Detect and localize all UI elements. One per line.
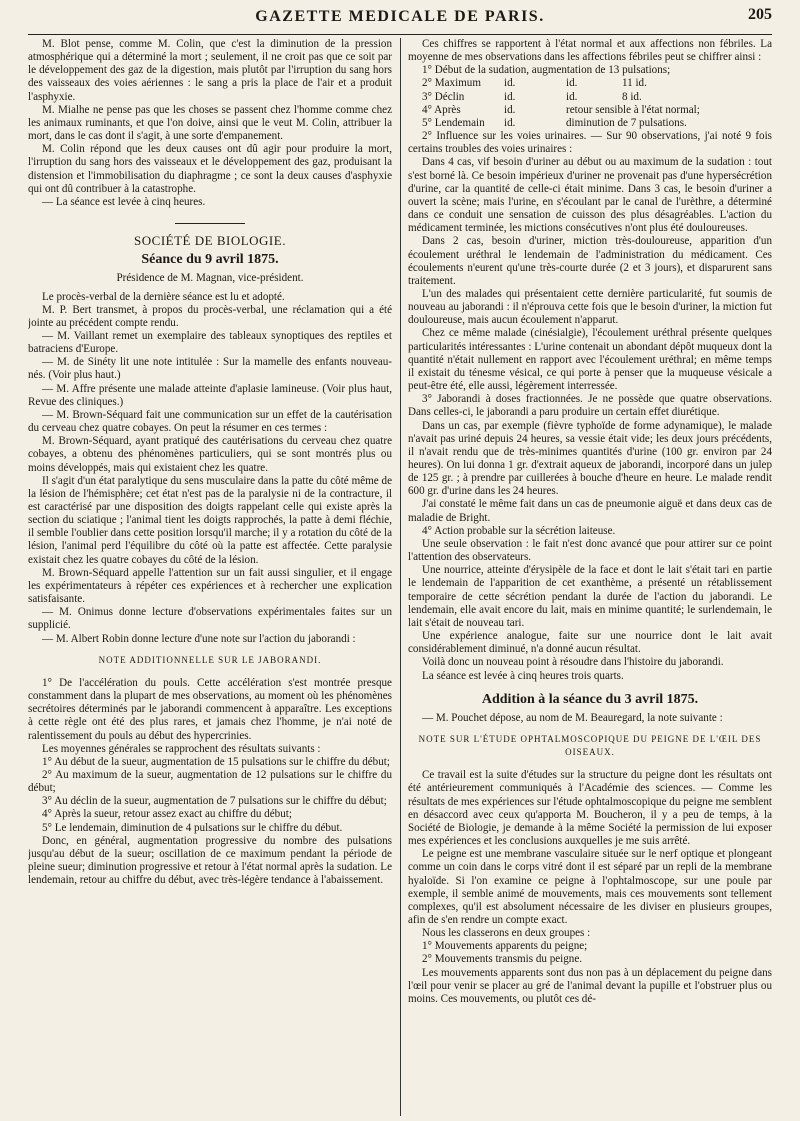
paragraph: — La séance est levée à cinq heures.: [42, 195, 206, 208]
paragraph: Il s'agit d'un état paralytique du sens musculaire dans la patte du côté même de la lésion de l'hémisphère; cet état n'est pas de la paralysie ni de la contracture, il est caractérisé par une disposition des doigts rappelant celle qui existe après la section du sciatique ; l'animal tient les doigts rapprochés, la patte à demi fléchie, il semble l'oublier dans cette position lorsqu'il marche; il y a rotation du côté de la lésion, l'animal perd l'équilibre du côté où la patte est affectée. Cette paralysie existait chez les quatre cobayes du côté de la lésion.: [28, 474, 392, 566]
paragraph: M. P. Bert transmet, à propos du procès-verbal, une réclamation qui a été jointe au précédent compte rendu.: [28, 303, 392, 329]
paragraph: M. Brown-Séquard, ayant pratiqué des cautérisations du cerveau chez quatre cobayes, a obtenu des phénomènes particuliers, qui se sont montrés plus ou moins développés, mais qui existaient chez les quatre.: [28, 435, 392, 474]
paragraph: — M. Affre présente une malade atteinte d'aplasie lamineuse. (Voir plus haut, Revue des cliniques.): [28, 382, 392, 408]
paragraph: Voilà donc un nouveau point à résoudre dans l'histoire du jaborandi.: [422, 656, 724, 669]
page-header: [28, 8, 772, 35]
paragraph: Le procès-verbal de la dernière séance est lu et adopté.: [42, 290, 285, 303]
note-title: NOTE ADDITIONNELLE SUR LE JABORANDI.: [98, 654, 322, 665]
addition-heading: Addition à la séance du 3 avril 1875.: [481, 691, 699, 707]
paragraph: 2° Au maximum de la sueur, augmentation de 12 pulsations sur le chiffre du début;: [28, 768, 392, 795]
paragraph: Chez ce même malade (cinésialgie), l'écoulement uréthral présente quelques particularités intéressantes : L'urine contenait un abondant dépôt muqueux dont la quantité n'était nullement en rapport avec l'écoulement uréthral; en même temps il existait du ténesme vésical, ce qui porte à penser que la muqueuse vésicale a peut-être été, elle aussi, légèrement interressée.: [408, 327, 772, 393]
paragraph: Ce travail est la suite d'études sur la structure du peigne dont les résultats ont été antérieurement communiqués à l'Académie des sciences. — Comme les résultats de mes expériences sur l'étude ophtalmoscopique du peigne me semblent en désaccord avec ceux qu'apporta M. Boucheron, il y a peu de temps, à la Société de Biologie, je demande à la même Société la permission de lui exposer mes expériences et les conclusions auxquelles je me suis arrêté.: [408, 769, 772, 848]
paragraph: L'un des malades qui présentaient cette dernière particularité, fut soumis de nouveau au jaborandi : il n'éprouva cette fois que le besoin d'uriner, la miction fut douloureuse, mais aucun écoulement n'apparut.: [408, 287, 772, 327]
paragraph: M. Colin répond que les deux causes ont dû agir pour produire la mort, l'irruption du sang hors des vaisseaux et le développement des gaz, produisant la distension et l'immobilisation du diaphragme ; ce sont la deux causes d'asphyxie qui ont dû contribuer à la catastrophe.: [28, 143, 392, 195]
paragraph: 1° Mouvements apparents du peigne;: [422, 940, 588, 953]
paragraph: Dans 4 cas, vif besoin d'uriner au début ou au maximum de la sudation : tout s'est borné là. Ce besoin impérieux d'uriner ne provenait pas d'une hypersécrétion d'urine, car la quantité de celle-ci était minime. Dans 3 cas, le besoin d'uriner a ouvert la scène; mais l'urine, en s'écoulant par le canal de l'urèthre, a déterminé dans ce conduit une sensation de cuisson des plus désagréables. L'action du médicament terminée, les mictions consécutives n'ont plus été douloureuses.: [408, 156, 772, 235]
table-row: 4° Après id. retour sensible à l'état normal;: [422, 103, 700, 116]
paragraph: Nous les classerons en deux groupes :: [422, 927, 591, 940]
section-rule: [175, 223, 245, 224]
journal-title: GAZETTE MEDICALE DE PARIS.: [255, 8, 545, 25]
right-column: [408, 38, 772, 1118]
paragraph: — M. Vaillant remet un exemplaire des tableaux synoptiques des reptiles et batraciens d'Europe.: [28, 329, 392, 356]
paragraph: La séance est levée à cinq heures trois quarts.: [422, 669, 624, 682]
paragraph: 5° Le lendemain, diminution de 4 pulsations sur le chiffre du début.: [42, 821, 343, 834]
paragraph: Le peigne est une membrane vasculaire située sur le nerf optique et plongeant comme un coin dans le corps vitré dont il est séparé par un repli de la membrane hyaloïde. Si l'on examine ce peigne à l'ophtalmoscope, sur une poule par exemple, il semble animé de mouvements, mais ces mouvements sont tellement complexes, qu'il est absolument nécessaire de les diviser en plusieurs groupes, afin de s'en rendre un compte exact.: [408, 848, 772, 926]
paragraph: — M. Pouchet dépose, au nom de M. Beauregard, la note suivante :: [422, 711, 723, 724]
table-row: 1° Début de la sudation, augmentation de 13 pulsations;: [422, 64, 671, 77]
note-title: NOTE SUR L'ÉTUDE OPHTALMOSCOPIQUE DU PEIGNE DE L'ŒIL DES OISEAUX.: [418, 733, 762, 758]
presidency-line: Présidence de M. Magnan, vice-président.: [116, 272, 304, 285]
paragraph: 1° De l'accélération du pouls. Cette accélération s'est montrée presque constamment dans la plupart de mes observations, au moment où les phénomènes secrétoires déterminés par le jaborandi commencent à apparaître. Les exceptions à cette règle ont été des plus rares, et jamais chez l'homme, je n'ai noté de ralentissement du pouls au début des hypercrinies.: [28, 676, 392, 742]
paragraph: Une seule observation : le fait n'est donc avancé que pour attirer sur ce point l'attention des observateurs.: [408, 537, 772, 564]
paragraph: Les mouvements apparents sont dus non pas à un déplacement du peigne dans l'œil pour venir se placer au gré de l'animal devant la pupille et l'obstruer plus ou moins. Ces mouvements, ou plutôt ces dé-: [408, 966, 772, 1005]
paragraph: 2° Influence sur les voies urinaires. — Sur 90 observations, j'ai noté 9 fois certains troubles des voies urinaires :: [408, 130, 772, 156]
paragraph: Ces chiffres se rapportent à l'état normal et aux affections non fébriles. La moyenne de mes observations dans les affections fébriles peut se chiffrer ainsi :: [408, 38, 772, 64]
page-number: 205: [748, 6, 772, 23]
paragraph: — M. Brown-Séquard fait une communication sur un effet de la cautérisation du cerveau chez quatre cobayes. On peut la résumer en ces termes :: [28, 408, 392, 435]
table-row: 2° Maximum id. id. 11 id.: [422, 77, 647, 90]
society-heading: SOCIÉTÉ DE BIOLOGIE.: [134, 233, 286, 249]
paragraph: M. Mialhe ne pense pas que les choses se passent chez l'homme comme chez les animaux ruminants, et que l'on doive, ainsi que le veut M. Colin, attribuer la mort, dans le cas dont il s'agit, à une sorte d'empanement.: [28, 103, 392, 143]
paragraph: 1° Au début de la sueur, augmentation de 15 pulsations sur le chiffre du début;: [42, 755, 390, 768]
paragraph: 3° Au déclin de la sueur, augmentation de 7 pulsations sur le chiffre du début;: [42, 795, 387, 808]
paragraph: Donc, en général, augmentation progressive du nombre des pulsations jusqu'au début de la sueur; oscillation de ce maximum pendant la période de pleine sueur; diminution progressive et retour à l'état normal après la sudation. Le lendemain, retour au chiffre du début, avec très-légère tendance à l'abaissement.: [28, 834, 392, 887]
paragraph: 3° Jaborandi à doses fractionnées. Je ne possède que quatre observations. Dans celles-ci, le jaborandi a paru produire un certain effet diurétique.: [408, 393, 772, 419]
paragraph: Dans 2 cas, besoin d'uriner, miction très-douloureuse, apparition d'un écoulement uréthral le lendemain de l'administration du médicament. Ces écoulements n'eurent qu'une très-courte durée (2 et 3 jours), et disparurent sans traitement.: [408, 235, 772, 287]
paragraph: M. Brown-Séquard appelle l'attention sur un fait aussi singulier, et il engage les expérimentateurs à répéter ces expériences et à rechercher une explication satisfaisante.: [28, 566, 392, 606]
paragraph: Dans un cas, par exemple (fièvre typhoïde de forme adynamique), le malade n'avait pas uriné depuis 24 heures, sa vessie était vide; les deux jours précédents, il n'avait rendu que de très-minimes quantités d'urine (100 gr. environ par 24 heures). On lui donna 1 gr. d'extrait aqueux de jaborandi, incorporé dans un julep de 125 gr. ; à prendre par cuillerées à bouche d'heure en heure. Le malade rendit 600 gr. d'urine dans les 24 heures.: [408, 419, 772, 498]
paragraph: — M. Albert Robin donne lecture d'une note sur l'action du jaborandi :: [42, 632, 356, 645]
paragraph: J'ai constaté le même fait dans un cas de pneumonie aiguë et dans deux cas de maladie de Bright.: [408, 498, 772, 524]
paragraph: 2° Mouvements transmis du peigne.: [422, 953, 583, 966]
paragraph: 4° Action probable sur la sécrétion laiteuse.: [422, 524, 616, 537]
paragraph: — M. de Sinéty lit une note intitulée : Sur la mamelle des enfants nouveau-nés. (Voir plus haut.): [28, 356, 392, 382]
left-column: [28, 38, 392, 1118]
paragraph: Les moyennes générales se rapprochent des résultats suivants :: [42, 742, 321, 755]
paragraph: Une nourrice, atteinte d'érysipèle de la face et dont le lait s'était tari en partie le lendemain de l'apparition de cet exanthème, a présenté un rétablissement temporaire de cette sécrétion pendant la durée de l'action du jaborandi. Le lendemain, elle avait encore du lait, mais en minime quantité; le surlendemain, le lait s'était de nouveau tari.: [408, 564, 772, 629]
paragraph: M. Blot pense, comme M. Colin, que c'est la diminution de la pression atmosphérique qui a déterminé la mort ; seulement, il ne croit pas que ce soit par le développement des gaz de la digestion, mais plutôt par l'irruption du sang hors des vaisseaux des voies aériennes : le sang a pris la place de l'air et a produit l'asphyxie.: [28, 38, 392, 103]
paragraph: 4° Après la sueur, retour assez exact au chiffre du début;: [42, 808, 292, 821]
pulse-table: [422, 64, 772, 130]
table-row: 3° Déclin id. id. 8 id.: [422, 90, 642, 103]
table-row: 5° Lendemain id. diminution de 7 pulsations.: [422, 116, 687, 129]
paragraph: Une expérience analogue, faite sur une nourrice dont le lait avait considérablement diminué, n'a donné aucun résultat.: [408, 630, 772, 656]
session-heading: Séance du 9 avril 1875.: [141, 252, 279, 268]
paragraph: — M. Onimus donne lecture d'observations expérimentales faites sur un supplicié.: [28, 606, 392, 632]
column-divider: [400, 38, 401, 1116]
